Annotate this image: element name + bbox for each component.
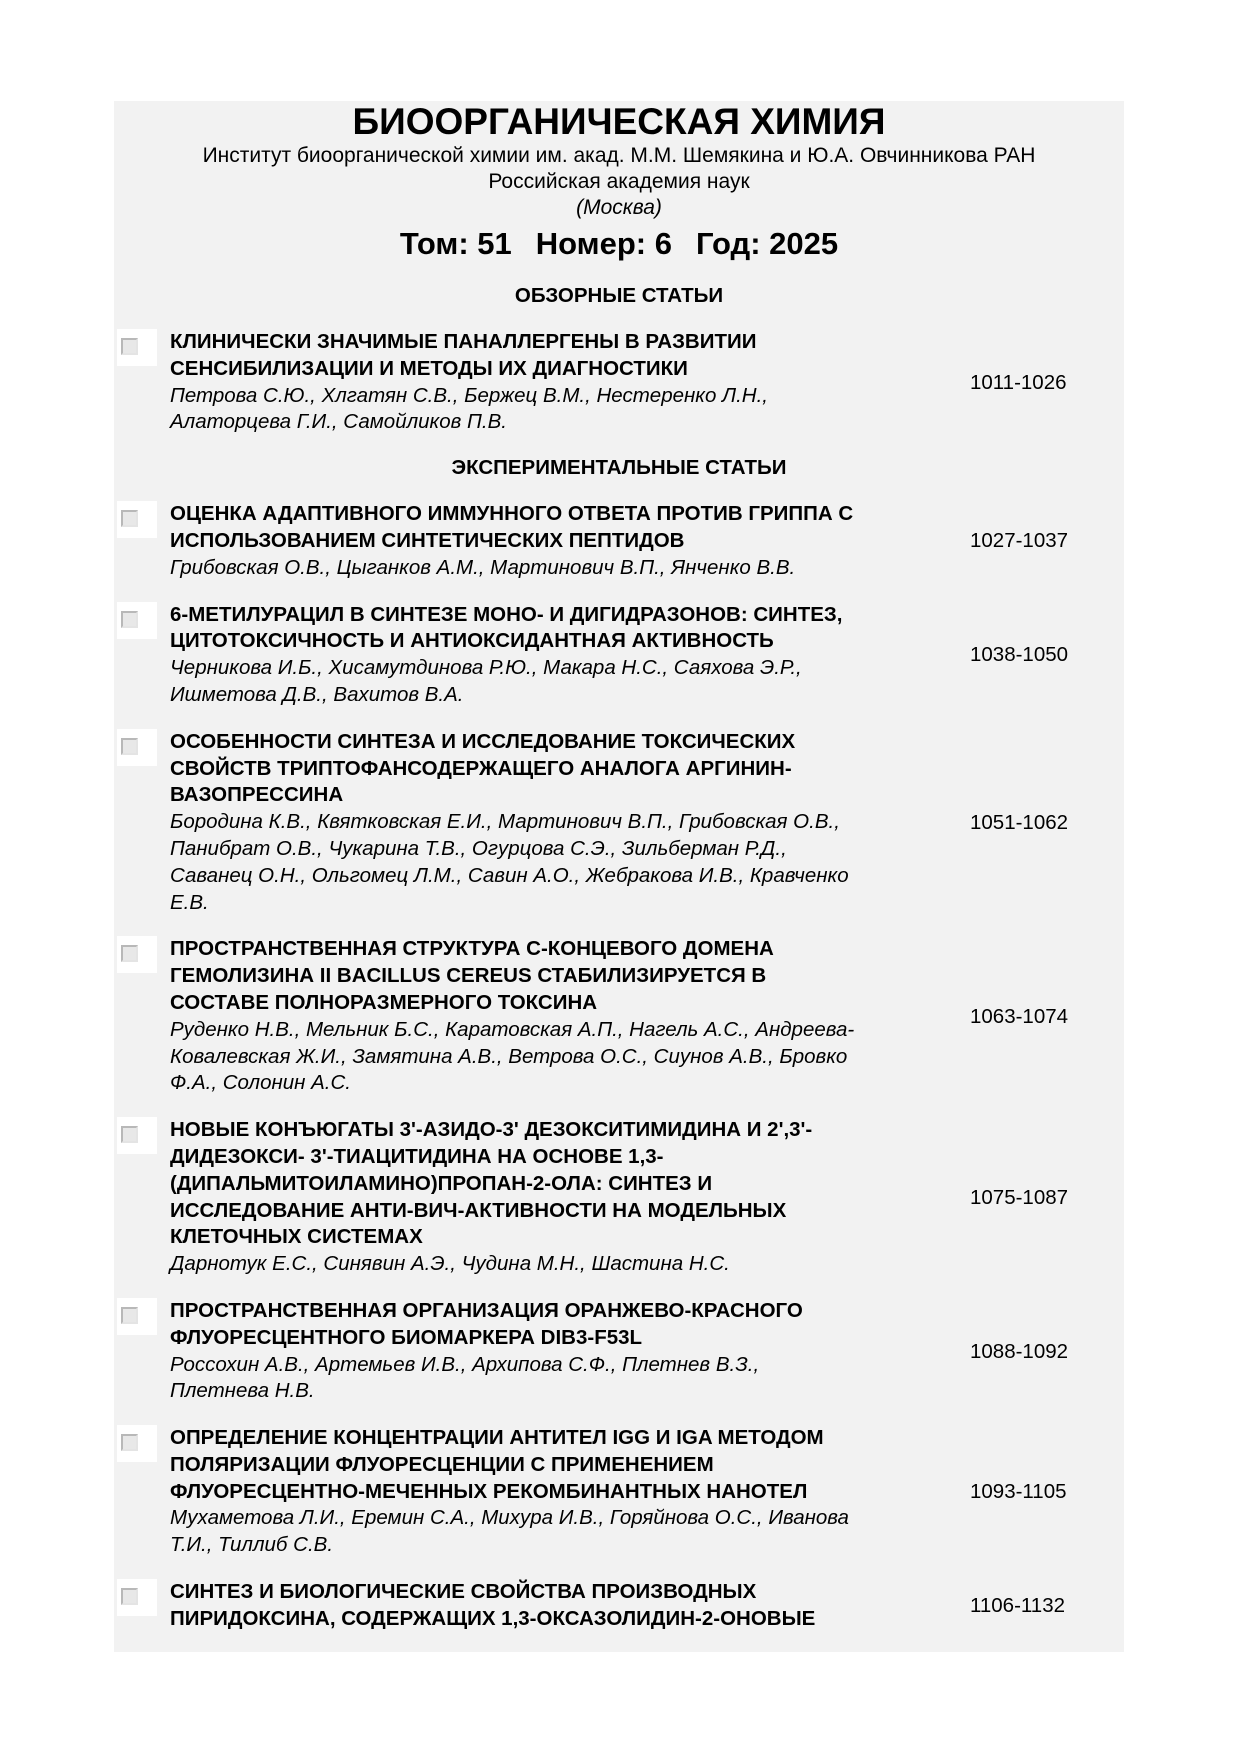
article-title-link[interactable]: ОСОБЕННОСТИ СИНТЕЗА И ИССЛЕДОВАНИЕ ТОКСИЧЕСКИХ [170, 729, 796, 753]
volume: Том: 51 [399, 226, 512, 261]
article-authors: Е.В. [170, 890, 209, 914]
article-authors: Саванец О.Н., Ольгомец Л.М., Савин А.О., Жебракова И.В., Кравченко [170, 863, 849, 887]
sections [114, 282, 1124, 1633]
article-pages: 1088-1092 [970, 1339, 1069, 1363]
institute: Институт биоорганической химии им. акад. М.М. Шемякина и Ю.А. Овчинникова РАН [202, 144, 1036, 167]
article-item [114, 1117, 1124, 1278]
article-authors: Ишметова Д.В., Вахитов В.А. [170, 682, 464, 706]
article-authors: Плетнева Н.В. [170, 1379, 315, 1403]
article-title-link[interactable]: СОСТАВЕ ПОЛНОРАЗМЕРНОГО ТОКСИНА [170, 990, 598, 1014]
article-text [170, 1117, 950, 1278]
article-authors: Т.И., Тиллиб С.В. [170, 1533, 334, 1557]
article-authors: Панибрат О.В., Чукарина Т.В., Огурцова С.Э., Зильберман Р.Д., [170, 836, 787, 860]
article-checkbox[interactable] [117, 729, 157, 766]
article-checkbox[interactable] [117, 1117, 157, 1154]
article-authors: Алаторцева Г.И., Самойликов П.В. [170, 410, 507, 434]
article-title-link[interactable]: ИССЛЕДОВАНИЕ АНТИ-ВИЧ-АКТИВНОСТИ НА МОДЕЛЬНЫХ [170, 1198, 787, 1222]
article-item [114, 501, 1124, 581]
article-checkbox[interactable] [117, 602, 157, 639]
article-title-link[interactable]: ИСПОЛЬЗОВАНИЕМ СИНТЕТИЧЕСКИХ ПЕПТИДОВ [170, 528, 685, 552]
article-text [170, 1579, 950, 1633]
article-authors: Грибовская О.В., Цыганков А.М., Мартинович В.П., Янченко В.В. [170, 555, 796, 579]
article-authors: Россохин А.В., Артемьев И.В., Архипова С.Ф., Плетнев В.З., [170, 1352, 760, 1376]
article-text [170, 729, 950, 917]
article-checkbox[interactable] [117, 329, 157, 366]
article-authors: Дарнотук Е.С., Синявин А.Э., Чудина М.Н., Шастина Н.С. [170, 1252, 730, 1276]
article-title-link[interactable]: НОВЫЕ КОНЪЮГАТЫ 3'-АЗИДО-3' ДЕЗОКСИТИМИДИНА И 2',3'- [170, 1118, 813, 1142]
article-title-link[interactable]: СЕНСИБИЛИЗАЦИИ И МЕТОДЫ ИХ ДИАГНОСТИКИ [170, 356, 688, 380]
number: Номер: 6 [535, 226, 672, 261]
article-title-link[interactable]: ВАЗОПРЕССИНА [170, 783, 344, 807]
article-item [114, 1579, 1124, 1633]
article-title-link[interactable]: ПРОСТРАНСТВЕННАЯ СТРУКТУРА С-КОНЦЕВОГО ДОМЕНА [170, 937, 774, 961]
article-authors: Ковалевская Ж.И., Замятина А.В., Ветрова О.С., Сиунов А.В., Бровко [170, 1044, 848, 1068]
article-title-link[interactable]: СИНТЕЗ И БИОЛОГИЧЕСКИЕ СВОЙСТВА ПРОИЗВОДНЫХ [170, 1580, 757, 1604]
article-text [170, 501, 950, 581]
article-text [170, 1298, 950, 1405]
article-pages: 1106-1132 [970, 1593, 1065, 1617]
article-title-link[interactable]: КЛЕТОЧНЫХ СИСТЕМАХ [170, 1225, 423, 1249]
article-authors: Мухаметова Л.И., Еремин С.А., Михура И.В., Горяйнова О.С., Иванова [170, 1506, 849, 1530]
article-checkbox[interactable] [117, 1298, 157, 1335]
journal-title: БИООРГАНИЧЕСКАЯ ХИМИЯ [352, 101, 886, 142]
city: (Москва) [576, 196, 662, 219]
article-authors: Руденко Н.В., Мельник Б.С., Каратовская А.П., Нагель А.С., Андреева- [170, 1017, 855, 1041]
article-title-link[interactable]: (ДИПАЛЬМИТОИЛАМИНО)ПРОПАН-2-ОЛА: СИНТЕЗ И [170, 1171, 713, 1195]
article-title-link[interactable]: ПРОСТРАНСТВЕННАЯ ОРГАНИЗАЦИЯ ОРАНЖЕВО-КРАСНОГО [170, 1298, 803, 1322]
article-authors: Черникова И.Б., Хисамутдинова Р.Ю., Макара Н.С., Саяхова Э.Р., [170, 656, 802, 680]
article-title-link[interactable]: КЛИНИЧЕСКИ ЗНАЧИМЫЕ ПАНАЛЛЕРГЕНЫ В РАЗВИТИИ [170, 330, 757, 353]
article-item [114, 602, 1124, 709]
section-heading: ЭКСПЕРИМЕНТАЛЬНЫЕ СТАТЬИ [451, 456, 787, 480]
article-pages: 1051-1062 [970, 810, 1069, 834]
article-title-link[interactable]: ПОЛЯРИЗАЦИИ ФЛУОРЕСЦЕНЦИИ С ПРИМЕНЕНИЕМ [170, 1452, 714, 1476]
article-item [114, 1298, 1124, 1405]
article-title-link[interactable]: 6-МЕТИЛУРАЦИЛ В СИНТЕЗЕ МОНО- И ДИГИДРАЗОНОВ: СИНТЕЗ, [170, 602, 843, 626]
article-item [114, 1425, 1124, 1559]
toc-panel [114, 101, 1124, 1652]
year: Год: 2025 [695, 226, 839, 261]
academy: Российская академия наук [488, 170, 750, 193]
article-checkbox[interactable] [117, 1579, 157, 1616]
article-text [170, 602, 950, 709]
article-title-link[interactable]: ГЕМОЛИЗИНА II BACILLUS CEREUS СТАБИЛИЗИРУЕТСЯ В [170, 964, 767, 988]
article-title-link[interactable]: ОПРЕДЕЛЕНИЕ КОНЦЕНТРАЦИИ АНТИТЕЛ IGG И IGA МЕТОДОМ [170, 1426, 824, 1450]
article-checkbox[interactable] [117, 936, 157, 973]
section-heading: ОБЗОРНЫЕ СТАТЬИ [514, 284, 724, 307]
article-authors: Ф.А., Солонин А.С. [170, 1071, 351, 1095]
article-checkbox[interactable] [117, 501, 157, 538]
article-pages: 1038-1050 [970, 643, 1069, 667]
article-pages: 1093-1105 [970, 1480, 1067, 1504]
article-item [114, 936, 1124, 1097]
article-pages: 1075-1087 [970, 1185, 1069, 1209]
article-title-link[interactable]: ПИРИДОКСИНА, СОДЕРЖАЩИХ 1,3-ОКСАЗОЛИДИН-2-ОНОВЫЕ [170, 1606, 816, 1630]
issue-info [114, 224, 1124, 264]
article-text [170, 329, 950, 436]
article-pages: 1011-1026 [970, 370, 1067, 394]
article-title-link[interactable]: ФЛУОРЕСЦЕНТНОГО БИОМАРКЕРА DIB3-F53L [170, 1325, 643, 1349]
article-text [170, 936, 950, 1097]
article-title-link[interactable]: ФЛУОРЕСЦЕНТНО-МЕЧЕННЫХ РЕКОМБИНАНТНЫХ НАНОТЕЛ [170, 1479, 808, 1503]
article-authors: Бородина К.В., Квятковская Е.И., Мартинович В.П., Грибовская О.В., [170, 810, 840, 834]
article-pages: 1063-1074 [970, 1004, 1069, 1028]
article-authors: Петрова С.Ю., Хлгатян С.В., Бержец В.М., Нестеренко Л.Н., [170, 383, 768, 407]
article-text [170, 1425, 950, 1559]
article-title-link[interactable]: ДИДЕЗОКСИ- 3'-ТИАЦИТИДИНА НА ОСНОВЕ 1,3- [170, 1144, 664, 1168]
article-item [114, 729, 1124, 917]
article-title-link[interactable]: СВОЙСТВ ТРИПТОФАНСОДЕРЖАЩЕГО АНАЛОГА АРГИНИН- [170, 756, 792, 780]
article-title-link[interactable]: ЦИТОТОКСИЧНОСТЬ И АНТИОКСИДАНТНАЯ АКТИВНОСТЬ [170, 629, 774, 653]
article-checkbox[interactable] [117, 1425, 157, 1462]
article-title-link[interactable]: ОЦЕНКА АДАПТИВНОГО ИММУННОГО ОТВЕТА ПРОТИВ ГРИППА С [170, 502, 854, 526]
article-pages: 1027-1037 [970, 529, 1069, 553]
article-item [114, 329, 1124, 436]
